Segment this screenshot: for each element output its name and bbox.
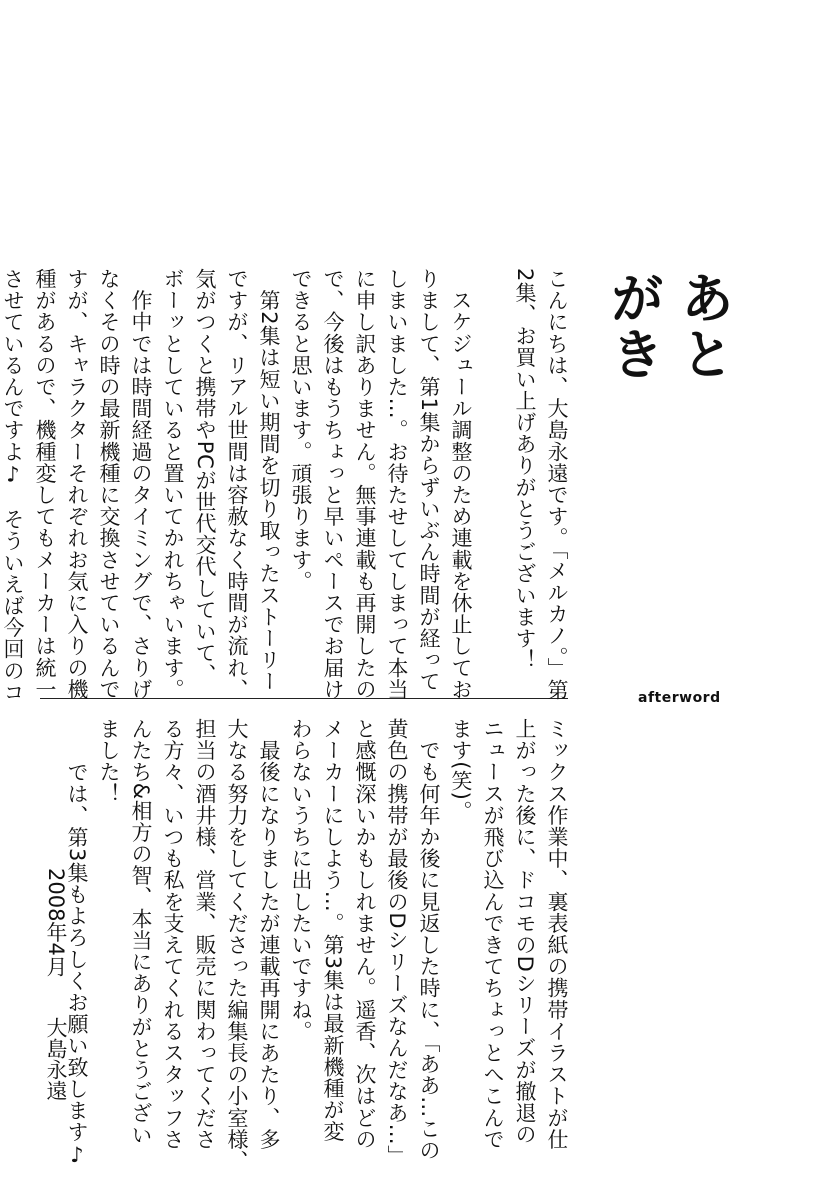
text-column: ニュースが飛び込んできてちょっとへこんで [481, 718, 505, 1150]
text-column: ミックス作業中、裏表紙の携帯イラストが仕 [545, 718, 569, 1150]
text-column: 作中では時間経過のタイミングで、さりげ [129, 268, 153, 700]
subtitle-afterword: afterword [638, 690, 721, 706]
text-column: すが、キャラクターそれぞれお気に入りの機 [65, 268, 89, 700]
text-column: メーカーにしよう…。第3集は最新機種が変 [321, 718, 345, 1143]
text-column: 大なる努力をしてくださった編集長の小室様、 [225, 718, 249, 1172]
text-column: ボーッとしていると置いてかれちゃいます。 [161, 268, 185, 700]
text-column: りまして、第1集からずいぶん時間が経って [417, 268, 441, 693]
page-title: あとがき [602, 270, 735, 382]
signature [40, 868, 72, 1101]
text-column: スケジュール調整のため連載を休止してお [449, 268, 473, 700]
text-column: と感慨深いかもしれません。遥香、次はどの [353, 718, 377, 1150]
text-column: 気がつくと携帯やPCが世代交代していて、 [193, 268, 217, 686]
text-column: で、今後はもうちょっと早いペースでお届け [321, 268, 345, 700]
text-column: ですが、リアル世間は容赦なく時間が流れ、 [225, 268, 249, 700]
text-column: 種があるので、機種変してもメーカーは統一 [33, 268, 57, 700]
signature-date: 2008年4月 [44, 868, 68, 977]
text-column: でも何年か後に見返した時に、「ああ…この [417, 718, 441, 1162]
text-column: 上がった後に、ドコモのDシリーズが撤退の [513, 718, 537, 1146]
text-column: んたち&相方の智、本当にありがとうござい [129, 718, 153, 1146]
text-column: ました！ [97, 718, 121, 805]
text-column: なくその時の最新機種に交換させているんで [97, 268, 121, 700]
text-column: 黄色の携帯が最後のDシリーズなんだなあ…」 [385, 718, 409, 1167]
text-column: わらないうちに出したいですね。 [289, 718, 313, 1042]
text-column: 2集、お買い上げありがとうございます！ [513, 268, 537, 671]
text-column: させているんですよ♪ そういえば今回のコ [1, 268, 25, 703]
text-column: 第2集は短い期間を切り取ったストーリー [257, 268, 281, 693]
text-column: 担当の酒井様、営業、販売に関わってくださ [193, 718, 217, 1150]
text-column: こんにちは、大島永遠です。「メルカノ。」第 [545, 268, 569, 701]
text-column: る方々、いつも私を支えてくれるスタッフさ [161, 718, 185, 1150]
text-column: に申し訳ありません。無事連載も再開したの [353, 268, 377, 700]
text-column: ます(笑)。 [449, 718, 473, 822]
text-column: しまいました…。お待たせしてしまって本当 [385, 268, 409, 700]
signature-author: 大島永遠 [44, 1016, 68, 1101]
text-column: では、第3集もよろしくお願い致します♪ [65, 740, 89, 1168]
text-column: できると思います。頑張ります。 [289, 268, 313, 592]
text-column: 最後になりましたが連載再開にあたり、多 [257, 718, 281, 1150]
